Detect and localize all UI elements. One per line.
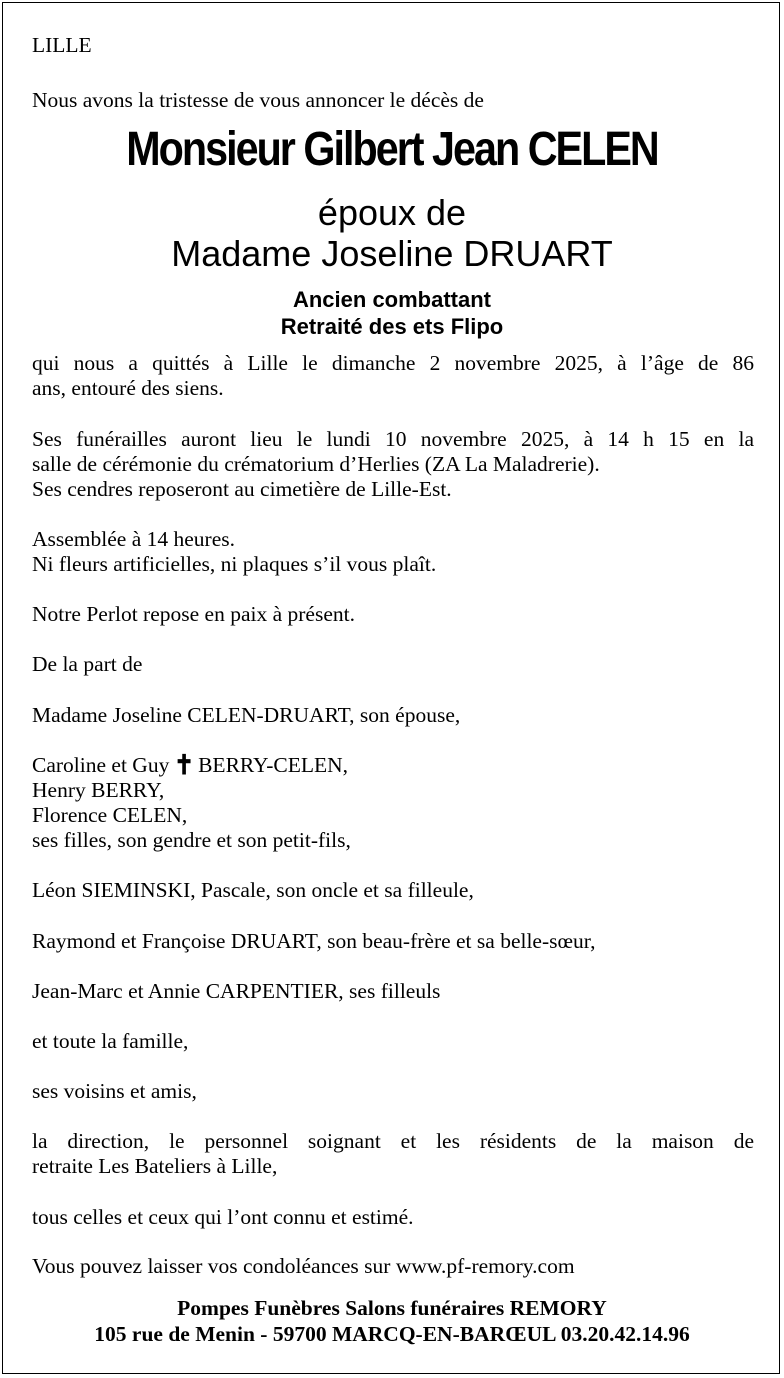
assembly-line-2: Ni fleurs artificielles, ni plaques s’il vous plaît. (32, 552, 437, 576)
condolences-line: Vous pouvez laisser vos condoléances sur www.pf-remory.com (32, 1254, 575, 1278)
death-line-2: ans, entouré des siens. (32, 376, 224, 400)
deceased-name: Monsieur Gilbert Jean CELEN (126, 123, 658, 176)
funeral-line-2: salle de cérémonie du crématorium d’Herlies (ZA La Maladrerie). (32, 452, 600, 476)
family-daughter-1-surname: BERRY-CELEN, (198, 753, 349, 777)
family-daughter-1 (32, 750, 754, 780)
funeral-line-3: Ses cendres reposeront au cimetière de Lille-Est. (32, 477, 452, 501)
family-daughter-2: Florence CELEN, (32, 803, 188, 827)
spouse-prefix: époux de (317, 192, 467, 233)
role-veteran: Ancien combattant (292, 287, 492, 312)
city-header: LILLE (32, 33, 92, 57)
family-in-laws: Raymond et Françoise DRUART, son beau-frère et sa belle-sœur, (32, 929, 596, 953)
family-uncle: Léon SIEMINSKI, Pascale, son oncle et sa filleule, (32, 878, 474, 902)
intro-text: Nous avons la tristesse de vous annoncer le décès de (32, 88, 484, 112)
neighbours-friends: ses voisins et amis, (32, 1079, 197, 1103)
from-line: De la part de (32, 652, 143, 676)
funeral-home-name: Pompes Funèbres Salons funéraires REMORY (177, 1296, 607, 1320)
known-line: tous celles et ceux qui l’ont connu et estimé. (32, 1205, 414, 1229)
funeral-home-address: 105 rue de Menin - 59700 MARCQ-EN-BARŒUL 03.20.42.14.96 (94, 1322, 690, 1346)
assembly-line-1: Assemblée à 14 heures. (32, 527, 235, 551)
death-line-1: qui nous a quittés à Lille le dimanche 2 novembre 2025, à l’âge de 86 (32, 351, 754, 375)
family-children-summary: ses filles, son gendre et son petit-fils, (32, 828, 351, 852)
staff-line-1: la direction, le personnel soignant et les résidents de la maison de (32, 1129, 754, 1153)
family-spouse: Madame Joseline CELEN-DRUART, son épouse, (32, 703, 461, 727)
family-godchildren: Jean-Marc et Annie CARPENTIER, ses filleuls (32, 979, 441, 1003)
family-all: et toute la famille, (32, 1029, 189, 1053)
spouse-name: Madame Joseline DRUART (171, 233, 613, 274)
deceased-name-wrap (0, 122, 784, 180)
funeral-line-1: Ses funérailles auront lieu le lundi 10 novembre 2025, à 14 h 15 en la (32, 427, 754, 451)
cross-icon: ✝ (173, 750, 194, 780)
family-grandson: Henry BERRY, (32, 778, 165, 802)
peace-line: Notre Perlot repose en paix à présent. (32, 602, 355, 626)
staff-line-2: retraite Les Bateliers à Lille, (32, 1154, 278, 1178)
role-retired: Retraité des ets Flipo (280, 314, 504, 339)
family-daughter-1-names: Caroline et Guy (32, 753, 170, 777)
